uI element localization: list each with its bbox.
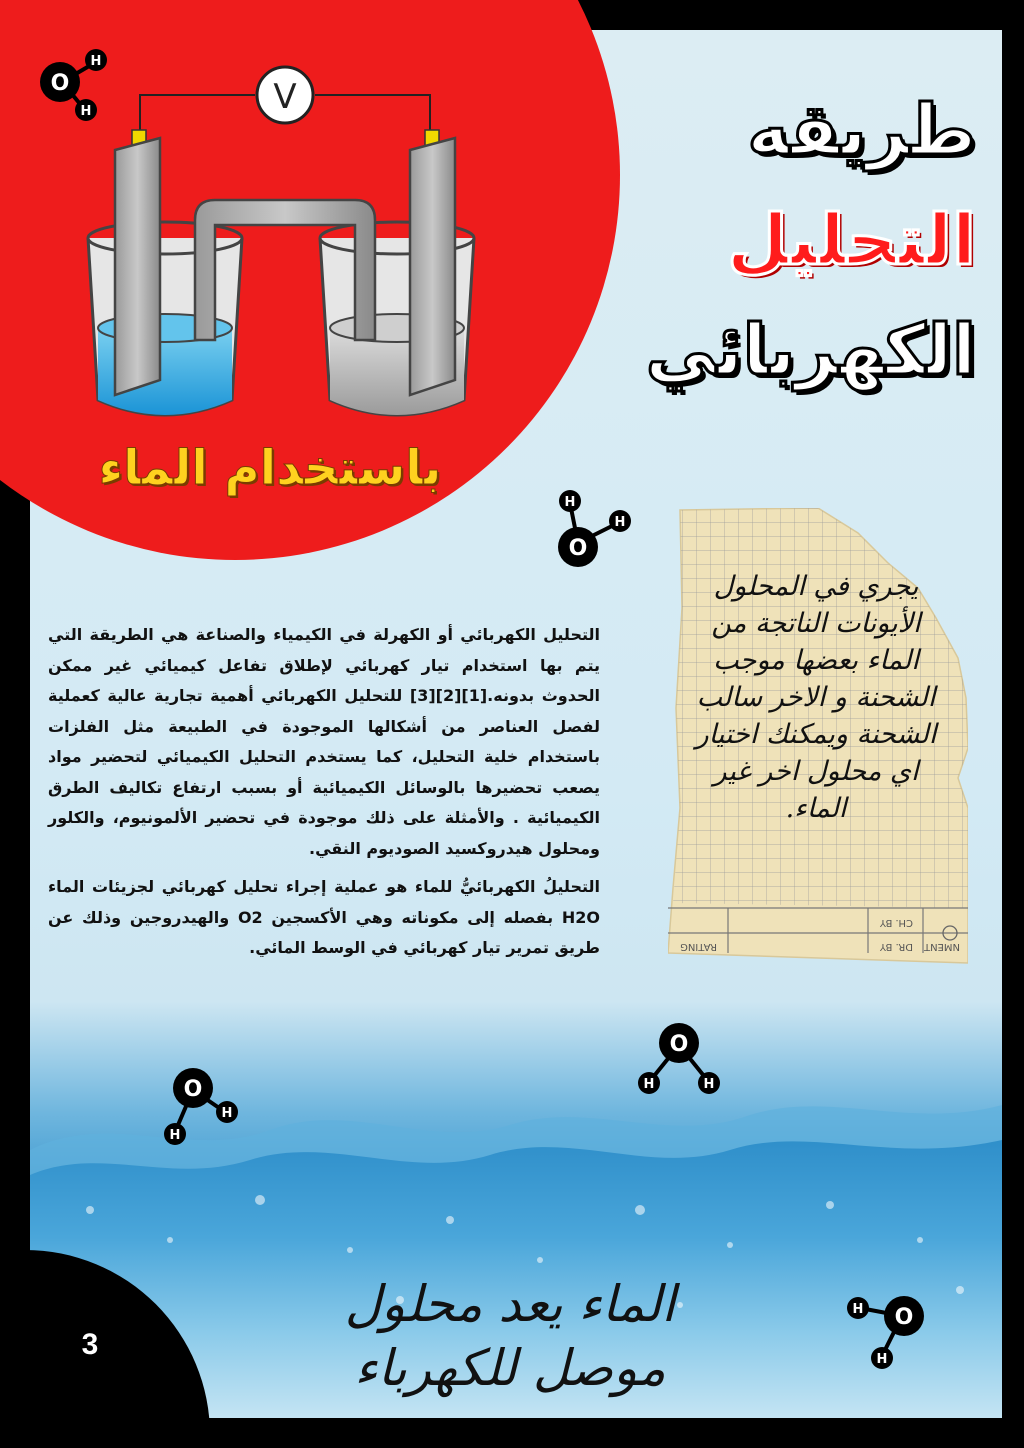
svg-text:H: H xyxy=(564,495,576,510)
left-beaker xyxy=(88,222,242,415)
right-electrode xyxy=(410,130,455,395)
water-molecule-icon xyxy=(30,40,120,130)
svg-text:H: H xyxy=(643,1077,655,1092)
body-paragraph-2: التحليلُ الكهربائيُّ للماء هو عملية إجراء تحليل كهربائي لجزيئات الماء H2O بفصله إلى مكوناته وهي الأكسجين O2 والهيدروجين وذلك عن طريق تمرير تيار كهربائي في الوسط المائي. xyxy=(48,877,600,957)
title-line-2: التحليل xyxy=(727,199,976,281)
svg-text:H: H xyxy=(90,54,102,69)
svg-text:O: O xyxy=(568,536,588,561)
page-number: 3 xyxy=(81,1328,99,1361)
footer-text xyxy=(290,1272,730,1400)
svg-text:H: H xyxy=(852,1302,864,1317)
footer-line-2: موصل للكهرباء xyxy=(354,1339,666,1397)
paper-label-chby: CH. BY xyxy=(879,917,913,928)
svg-text:H: H xyxy=(169,1128,181,1143)
voltmeter-label: V xyxy=(273,77,297,117)
footer-line-1: الماء يعد محلول xyxy=(344,1275,676,1333)
svg-text:O: O xyxy=(50,71,70,96)
water-molecule-icon xyxy=(548,485,638,575)
paper-label-drby: DR. BY xyxy=(879,941,913,952)
note-text: يجري في المحلول الأيونات الناتجة من الماء بعضها موجب الشحنة و الاخر سالب الشحنة ويمكنك اختيار اي محلول اخر غير الماء. xyxy=(695,571,937,824)
electrolysis-diagram xyxy=(70,60,510,440)
paper-label-nment: NMENT xyxy=(923,941,960,952)
subtitle: باستخدام الماء xyxy=(98,440,442,496)
voltmeter xyxy=(257,67,313,123)
title-line-3: الكهربائي xyxy=(645,309,976,391)
svg-text:H: H xyxy=(221,1106,233,1121)
water-molecule-icon xyxy=(840,1280,935,1375)
svg-text:H: H xyxy=(703,1077,715,1092)
paper-label-rating: RATING xyxy=(680,941,717,952)
svg-text:O: O xyxy=(669,1032,689,1057)
svg-text:H: H xyxy=(614,515,626,530)
svg-text:H: H xyxy=(876,1352,888,1367)
title-line-1: طريقه xyxy=(747,89,976,171)
body-text xyxy=(48,620,600,972)
water-molecule-icon xyxy=(155,1060,250,1155)
svg-text:H: H xyxy=(80,104,92,119)
svg-text:O: O xyxy=(183,1077,203,1102)
svg-text:O: O xyxy=(894,1305,914,1330)
body-paragraph-1: التحليل الكهربائي أو الكهرلة في الكيمياء والصناعة هي الطريقة التي يتم بها استخدام تيار كهربائي لإطلاق تفاعل كيميائي غير ممكن الحدوث بدونه.[1][2][3] للتحليل الكهربائي أهمية تجارية عالية كعملية لفصل العناصر من أشكالها الموجودة في الطبيعة مثل الفلزات باستخدام خلية التحليل، كما يستخدم التحليل الكيميائي لتحضير مواد يصعب تحضيرها بالوسائل الكيميائية أو بسبب ارتفاع تكاليف الطرق الكيميائية . والأمثلة على ذلك موجودة في تحضير الألمونيوم، والكلور ومحلول هيدروكسيد الصوديوم النقي. xyxy=(48,625,601,858)
water-molecule-icon xyxy=(632,1015,727,1100)
left-electrode xyxy=(115,130,160,395)
